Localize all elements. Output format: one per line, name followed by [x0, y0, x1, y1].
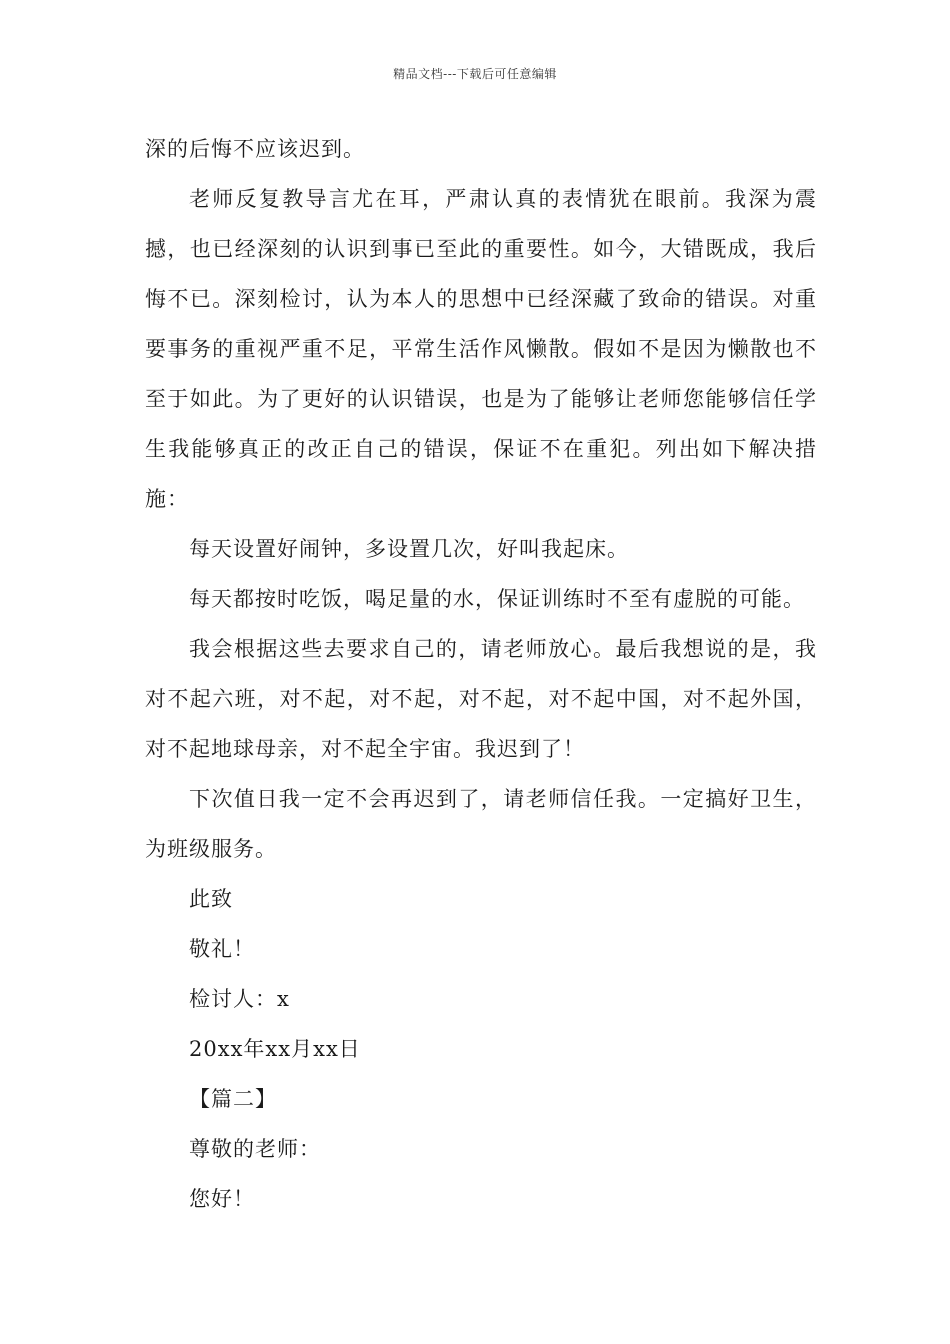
paragraph-apology: 我会根据这些去要求自己的，请老师放心。最后我想说的是，我对不起六班，对不起，对不起，对不起，对不起中国，对不起外国，对不起地球母亲，对不起全宇宙。我迟到了！ — [145, 637, 817, 761]
paragraph-measure-meals: 每天都按时吃饭，喝足量的水，保证训练时不至有虚脱的可能。 — [189, 587, 805, 611]
paragraph-promise: 下次值日我一定不会再迟到了，请老师信任我。一定搞好卫生，为班级服务。 — [145, 787, 817, 861]
document-body — [145, 124, 817, 1224]
paragraph-reflection: 老师反复教导言尤在耳，严肃认真的表情犹在眼前。我深为震撼，也已经深刻的认识到事已至此的重要性。如今，大错既成，我后悔不已。深刻检讨，认为本人的思想中已经深藏了致命的错误。对重要事务的重视严重不足，平常生活作风懒散。假如不是因为懒散也不至于如此。为了更好的认识错误，也是为了能够让老师您能够信任学生我能够真正的改正自己的错误，保证不在重犯。列出如下解决措施： — [145, 187, 817, 511]
paragraph-measure-alarm: 每天设置好闹钟，多设置几次，好叫我起床。 — [189, 537, 629, 561]
paragraph-continuation: 深的后悔不应该迟到。 — [145, 137, 365, 161]
section-heading: 【篇二】 — [189, 1087, 277, 1111]
date-line: 20xx年xx月xx日 — [189, 1037, 361, 1061]
page-header: 精品文档---下载后可任意编辑 — [393, 67, 557, 81]
closing-line-1: 此致 — [189, 887, 233, 911]
greeting-line: 您好！ — [189, 1187, 255, 1211]
salutation-line: 尊敬的老师： — [189, 1137, 321, 1161]
closing-line-2: 敬礼！ — [189, 937, 255, 961]
signature-line: 检讨人：x — [189, 987, 290, 1011]
